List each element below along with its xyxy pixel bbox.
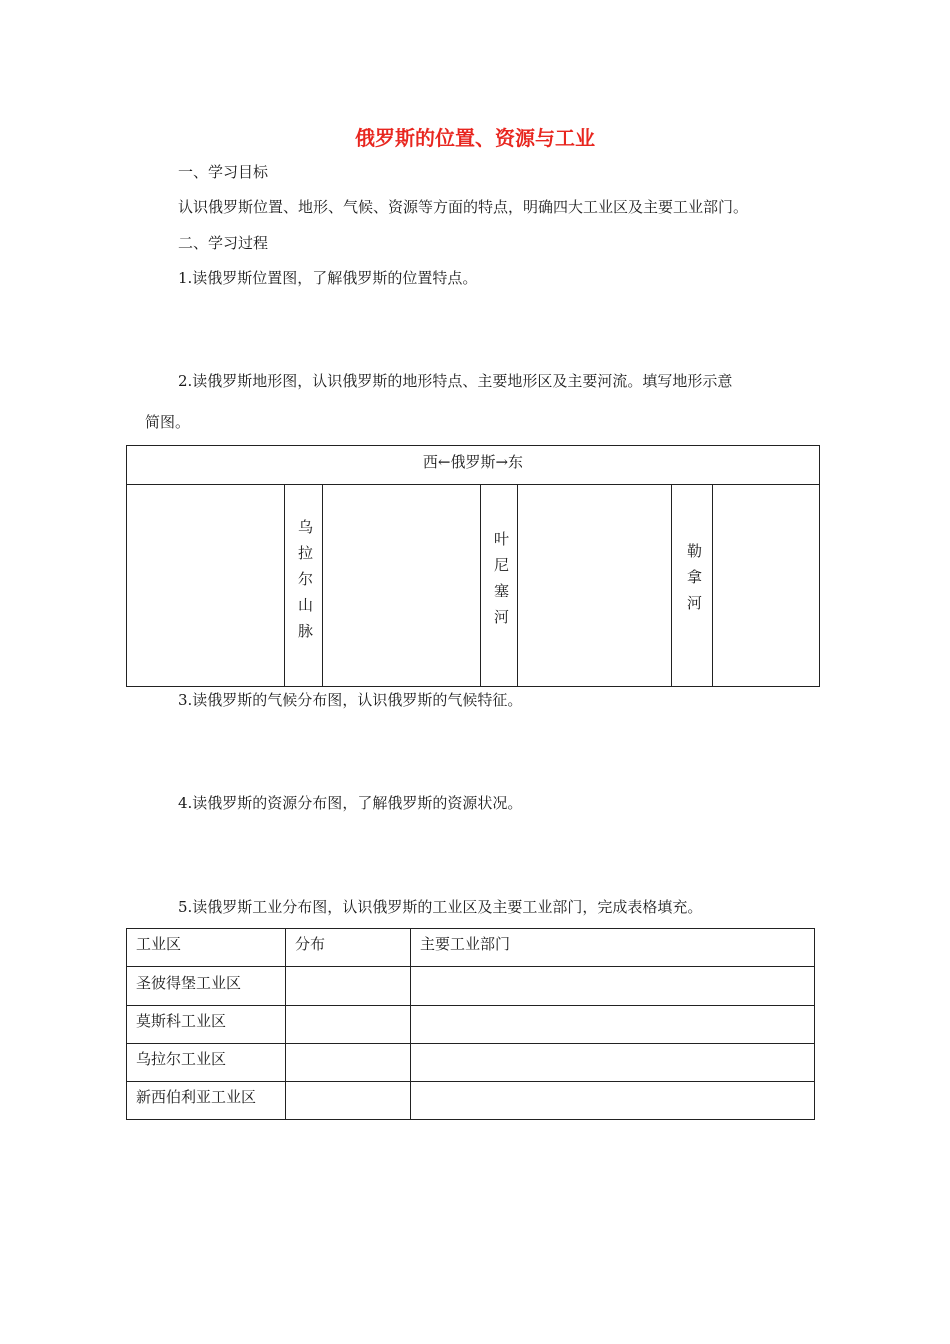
table-header-sectors: 主要工业部门 xyxy=(420,935,511,953)
table-row: 乌拉尔工业区 xyxy=(136,1050,227,1068)
table-row: 莫斯科工业区 xyxy=(136,1012,227,1030)
table-row: 圣彼得堡工业区 xyxy=(136,974,242,992)
question-4: 4.读俄罗斯的资源分布图，了解俄罗斯的资源状况。 xyxy=(178,794,523,812)
divider-yenisei-river: 叶尼塞河 xyxy=(492,531,510,635)
divider-lena-river: 勒拿河 xyxy=(685,543,703,621)
table-row: 新西伯利亚工业区 xyxy=(136,1088,257,1106)
question-5: 5.读俄罗斯工业分布图，认识俄罗斯的工业区及主要工业部门，完成表格填充。 xyxy=(178,898,703,916)
section-heading-goals: 一、学习目标 xyxy=(178,163,269,181)
question-2-line2: 简图。 xyxy=(145,413,191,431)
table-header-distribution: 分布 xyxy=(295,935,326,953)
goals-text: 认识俄罗斯位置、地形、气候、资源等方面的特点，明确四大工业区及主要工业部门。 xyxy=(178,198,749,216)
question-3: 3.读俄罗斯的气候分布图，认识俄罗斯的气候特征。 xyxy=(178,691,523,709)
question-1: 1.读俄罗斯位置图，了解俄罗斯的位置特点。 xyxy=(178,269,478,287)
section-heading-process: 二、学习过程 xyxy=(178,234,269,252)
question-2-line1: 2.读俄罗斯地形图，认识俄罗斯的地形特点、主要地形区及主要河流。填写地形示意 xyxy=(178,372,733,390)
divider-ural-mountains: 乌拉尔山脉 xyxy=(296,518,314,649)
terrain-table-header: 西←俄罗斯→东 xyxy=(422,453,524,471)
table-header-region: 工业区 xyxy=(136,935,182,953)
page-title: 俄罗斯的位置、资源与工业 xyxy=(355,126,595,150)
